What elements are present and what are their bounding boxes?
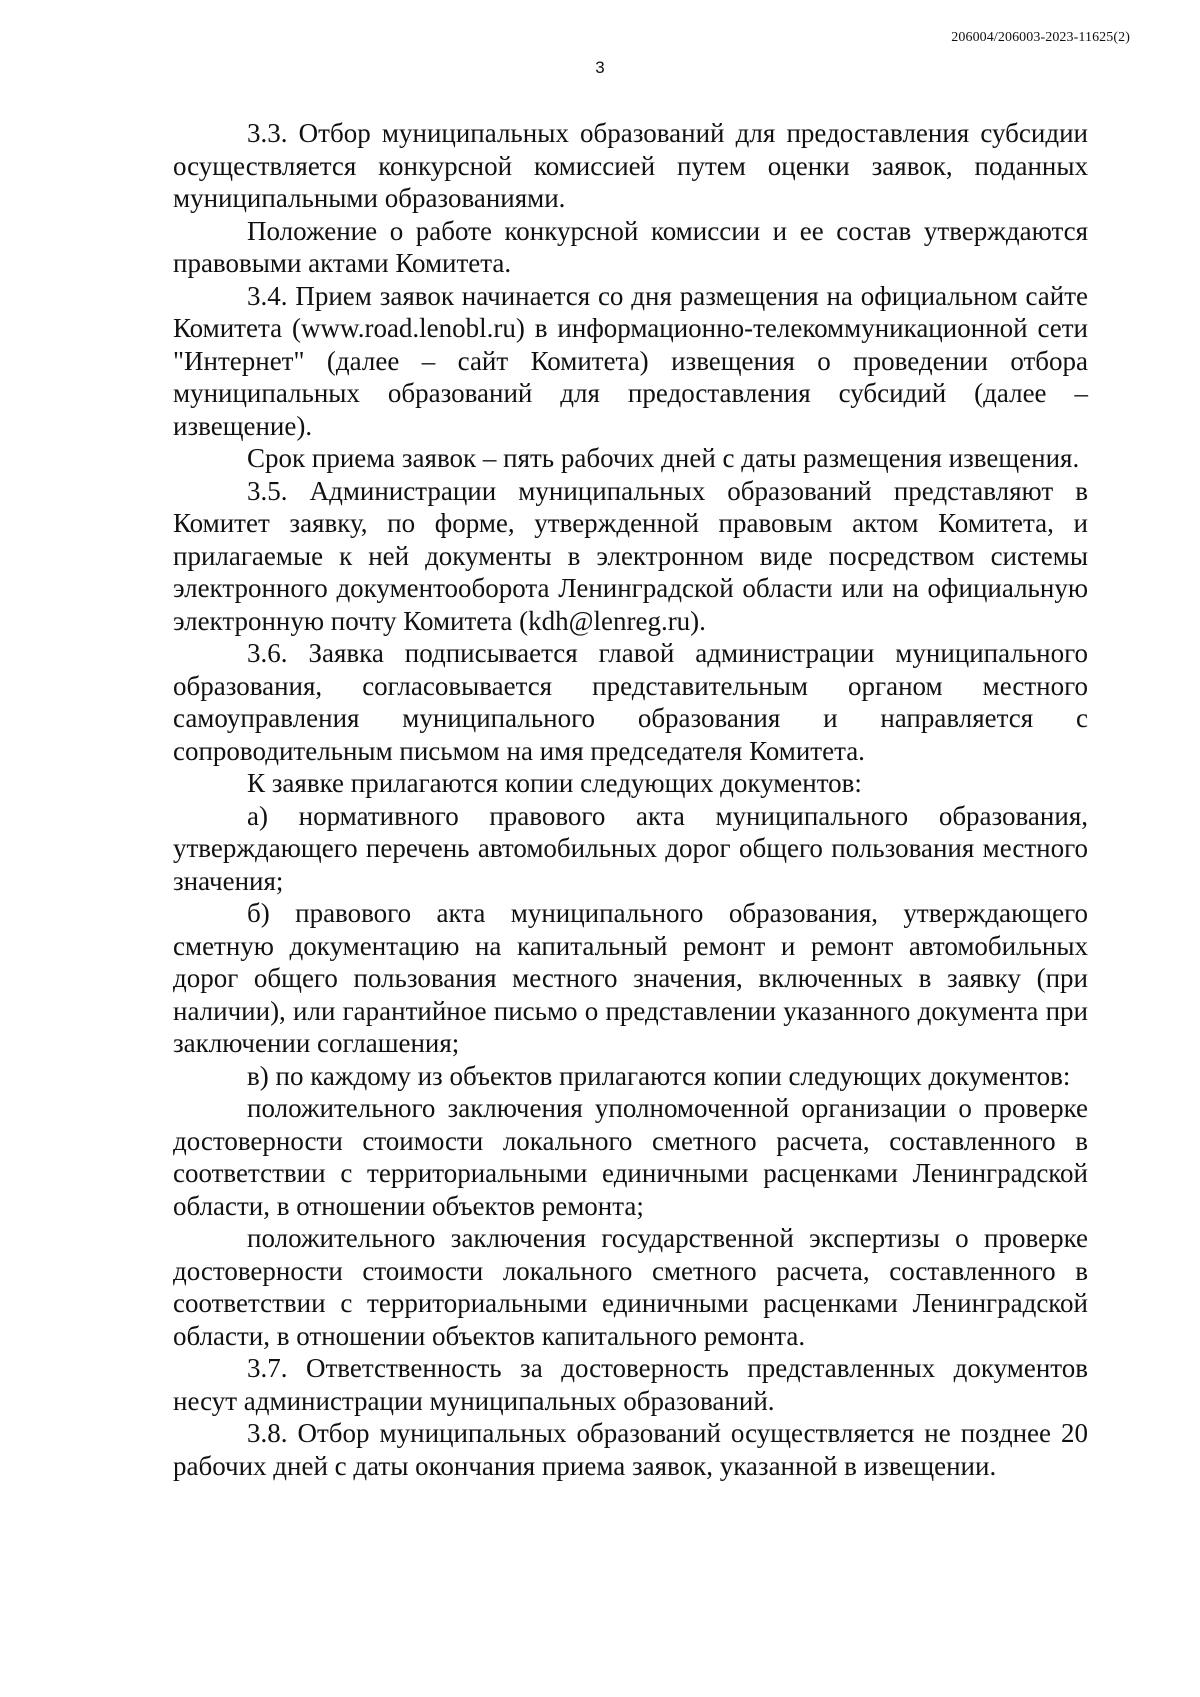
paragraph-3-8: 3.8. Отбор муниципальных образований осуществляется не позднее 20 рабочих дней с даты окончания приема заявок, указанной в извещении. (173, 1418, 1088, 1481)
paragraph-conclusion-repair: положительного заключения уполномоченной организации о проверке достоверности стоимости локального сметного расчета, составленного в соответствии с территориальными единичными расценками Ленинградской области, в отношении объектов ремонта; (173, 1093, 1088, 1221)
paragraph-3-3: 3.3. Отбор муниципальных образований для предоставления субсидии осуществляется конкурсной комиссией путем оценки заявок, поданных муниципальными образованиями. (173, 118, 1088, 213)
document-body (173, 117, 1088, 1482)
paragraph-item-v: в) по каждому из объектов прилагаются копии следующих документов: (247, 1060, 1071, 1091)
paragraph-3-5: 3.5. Администрации муниципальных образований представляют в Комитет заявку, по форме, утвержденной правовым актом Комитета, и прилагаемые к ней документы в электронном виде посредством системы электронного документооборота Ленинградской области или на официальную электронную почту Комитета (kdh@lenreg.ru). (173, 475, 1088, 636)
document-id: 206004/206003-2023-11625(2) (951, 30, 1130, 45)
page-number: 3 (595, 58, 605, 77)
paragraph-item-b: б) правового акта муниципального образования, утверждающего сметную документацию на капитальный ремонт и ремонт автомобильных дорог общего пользования местного значения, включенных в заявку (при наличии), или гарантийное письмо о представлении указанного документа при заключении соглашения; (173, 898, 1088, 1058)
paragraph-commission: Положение о работе конкурсной комиссии и ее состав утверждаются правовыми актами Комитета. (173, 215, 1088, 278)
paragraph-3-4: 3.4. Прием заявок начинается со дня размещения на официальном сайте Комитета (www.road.lenobl.ru) в информационно-телекоммуникационной сети "Интернет" (далее – сайт Комитета) извещения о проведении отбора муниципальных образований для предоставления субсидий (далее – извещение). (173, 280, 1088, 441)
paragraph-conclusion-capital: положительного заключения государственной экспертизы о проверке достоверности стоимости локального сметного расчета, составленного в соответствии с территориальными единичными расценками Ленинградской области, в отношении объектов капитального ремонта. (173, 1223, 1088, 1351)
paragraph-item-a: а) нормативного правового акта муниципального образования, утверждающего перечень автомобильных дорог общего пользования местного значения; (173, 800, 1088, 896)
paragraph-3-7: 3.7. Ответственность за достоверность представленных документов несут администрации муниципальных образований. (173, 1353, 1088, 1416)
paragraph-3-6: 3.6. Заявка подписывается главой администрации муниципального образования, согласовывается представительным органом местного самоуправления муниципального образования и направляется с сопроводительным письмом на имя председателя Комитета. (173, 638, 1088, 766)
paragraph-attachments-intro: К заявке прилагаются копии следующих документов: (247, 768, 862, 798)
paragraph-deadline: Срок приема заявок – пять рабочих дней с даты размещения извещения. (247, 443, 1080, 473)
